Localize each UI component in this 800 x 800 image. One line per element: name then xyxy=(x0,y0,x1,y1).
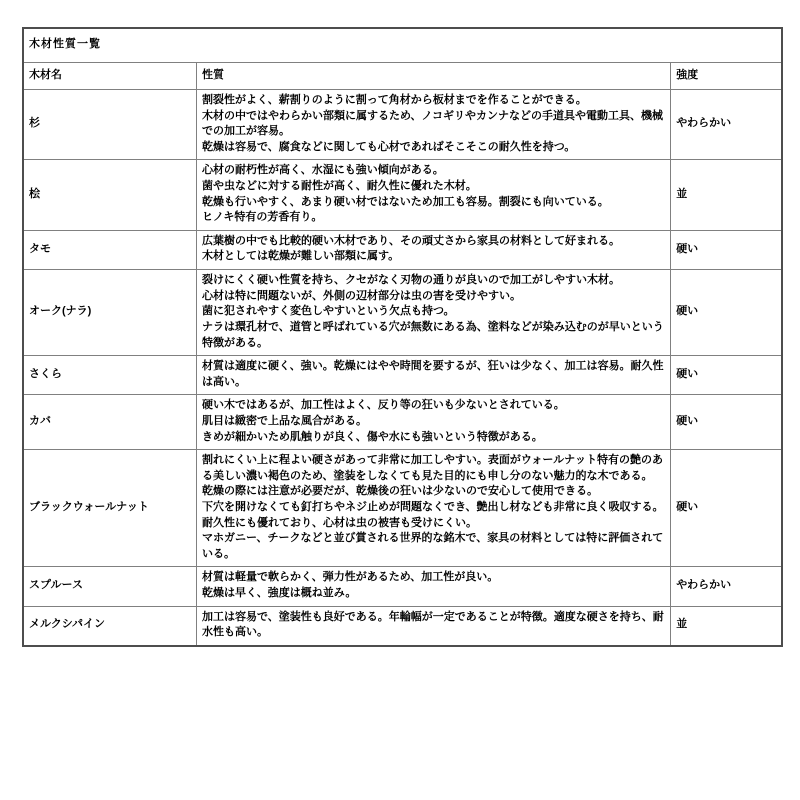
cell-wood-property[interactable] xyxy=(196,230,670,269)
property-line: 裂けにくく硬い性質を持ち、クセがなく刃物の通りが良いので加工がしやすい木材。 xyxy=(201,274,620,287)
cell-wood-strength[interactable]: やわらかい xyxy=(671,90,782,160)
property-line: 乾燥は早く、強度は概ね並み。 xyxy=(201,587,357,600)
cell-wood-name[interactable]: メルクシパイン xyxy=(23,606,196,646)
property-line: ヒノキ特有の芳香有り。 xyxy=(201,211,323,224)
property-line: 広葉樹の中でも比較的硬い木材であり、その頑丈さから家具の材料として好まれる。 xyxy=(201,234,620,247)
table-row xyxy=(23,450,782,567)
cell-wood-strength[interactable]: 並 xyxy=(671,160,782,230)
cell-wood-strength[interactable]: 硬い xyxy=(671,270,782,356)
property-line: 木材としては乾燥が難しい部類に属す。 xyxy=(201,250,400,263)
property-line: 材質は軽量で軟らかく、弾力性があるため、加工性が良い。 xyxy=(201,571,499,584)
cell-wood-strength[interactable]: 並 xyxy=(671,606,782,646)
table-row xyxy=(23,356,782,395)
property-line: 下穴を開けなくても釘打ちやネジ止めが問題なくでき、艶出し材なども非常に良く吸収する。耐久性にも優れており、心材は虫の被害も受けにくい。 xyxy=(201,501,664,529)
property-line: 硬い木ではあるが、加工性はよく、反り等の狂いも少ないとされている。 xyxy=(201,399,565,412)
cell-wood-property[interactable] xyxy=(196,606,670,646)
table-row xyxy=(23,270,782,356)
cell-wood-property[interactable] xyxy=(196,90,670,160)
property-line: 乾燥の際には注意が必要だが、乾燥後の狂いは少ないので安心して使用できる。 xyxy=(201,485,598,498)
property-line: きめが細かいため肌触りが良く、傷や水にも強いという特徴がある。 xyxy=(201,430,543,443)
property-line: ナラは環孔材で、道管と呼ばれている穴が無数にある為、塗料などが染み込むのが早いという特徴がある。 xyxy=(201,320,664,349)
property-line: 心材は特に問題ないが、外側の辺材部分は虫の害を受けやすい。 xyxy=(201,289,521,302)
cell-wood-name[interactable]: オーク(ナラ) xyxy=(23,270,196,356)
column-header-name[interactable]: 木材名 xyxy=(23,63,196,90)
table-title-row xyxy=(23,28,782,63)
cell-wood-strength[interactable]: やわらかい xyxy=(671,567,782,606)
cell-wood-property[interactable] xyxy=(196,567,670,606)
cell-wood-strength[interactable]: 硬い xyxy=(671,395,782,450)
cell-wood-strength[interactable]: 硬い xyxy=(671,230,782,269)
cell-wood-property[interactable] xyxy=(196,356,670,395)
property-line: 心材の耐朽性が高く、水湿にも強い傾向がある。 xyxy=(201,164,444,177)
cell-wood-name[interactable]: さくら xyxy=(23,356,196,395)
table-row xyxy=(23,606,782,646)
property-line: 乾燥も行いやすく、あまり硬い材ではないため加工も容易。割裂にも向いている。 xyxy=(201,195,609,208)
page-title: 木材性質一覧 xyxy=(23,28,782,63)
property-line: 菌や虫などに対する耐性が高く、耐久性に優れた木材。 xyxy=(201,180,477,193)
table-header-row xyxy=(23,63,782,90)
cell-wood-name[interactable]: 杉 xyxy=(23,90,196,160)
cell-wood-property[interactable] xyxy=(196,270,670,356)
property-line: 材質は適度に硬く、強い。乾燥にはやや時間を要するが、狂いは少なく、加工は容易。耐久性は高い。 xyxy=(201,360,664,388)
cell-wood-name[interactable]: カバ xyxy=(23,395,196,450)
column-header-strength[interactable]: 強度 xyxy=(671,63,782,90)
cell-wood-strength[interactable]: 硬い xyxy=(671,450,782,567)
property-line: 割裂性がよく、薪割りのように割って角材から板材までを作ることができる。 xyxy=(201,94,587,106)
property-line: 菌に犯されやすく変色しやすいという欠点も持つ。 xyxy=(201,305,455,318)
cell-wood-strength[interactable]: 硬い xyxy=(671,356,782,395)
table-row xyxy=(23,395,782,450)
property-line: 肌目は緻密で上品な風合がある。 xyxy=(201,414,367,427)
table-body xyxy=(23,90,782,646)
column-header-property[interactable]: 性質 xyxy=(196,63,670,90)
cell-wood-property[interactable] xyxy=(196,395,670,450)
cell-wood-name[interactable]: タモ xyxy=(23,230,196,269)
cell-wood-name[interactable]: ブラックウォールナット xyxy=(23,450,196,567)
cell-wood-property[interactable] xyxy=(196,450,670,567)
table-row xyxy=(23,567,782,606)
table-row xyxy=(23,230,782,269)
spreadsheet-sheet xyxy=(22,27,783,647)
property-line: 加工は容易で、塗装性も良好である。年輪幅が一定であることが特徴。適度な硬さを持ち、耐水性も高い。 xyxy=(201,610,664,639)
cell-wood-name[interactable]: スプルース xyxy=(23,567,196,606)
cell-wood-name[interactable]: 桧 xyxy=(23,160,196,230)
property-line: マホガニー、チークなどと並び賞される世界的な銘木で、家具の材料としては特に評価されている。 xyxy=(201,532,664,560)
property-line: 木材の中ではやわらかい部類に属するため、ノコギリやカンナなどの手道具や電動工具、機械での加工が容易。 xyxy=(201,109,663,138)
table-row xyxy=(23,90,782,160)
property-line: 乾燥は容易で、腐食などに関しても心材であればそこそこの耐久性を持つ。 xyxy=(201,140,576,153)
wood-properties-table xyxy=(22,27,783,647)
table-row xyxy=(23,160,782,230)
property-line: 割れにくい上に程よい硬さがあって非常に加工しやすい。表面がウォールナット特有の艶のある美しい濃い褐色のため、塗装をしなくても見た目的にも申し分のない魅力的な木である。 xyxy=(201,454,663,482)
cell-wood-property[interactable] xyxy=(196,160,670,230)
